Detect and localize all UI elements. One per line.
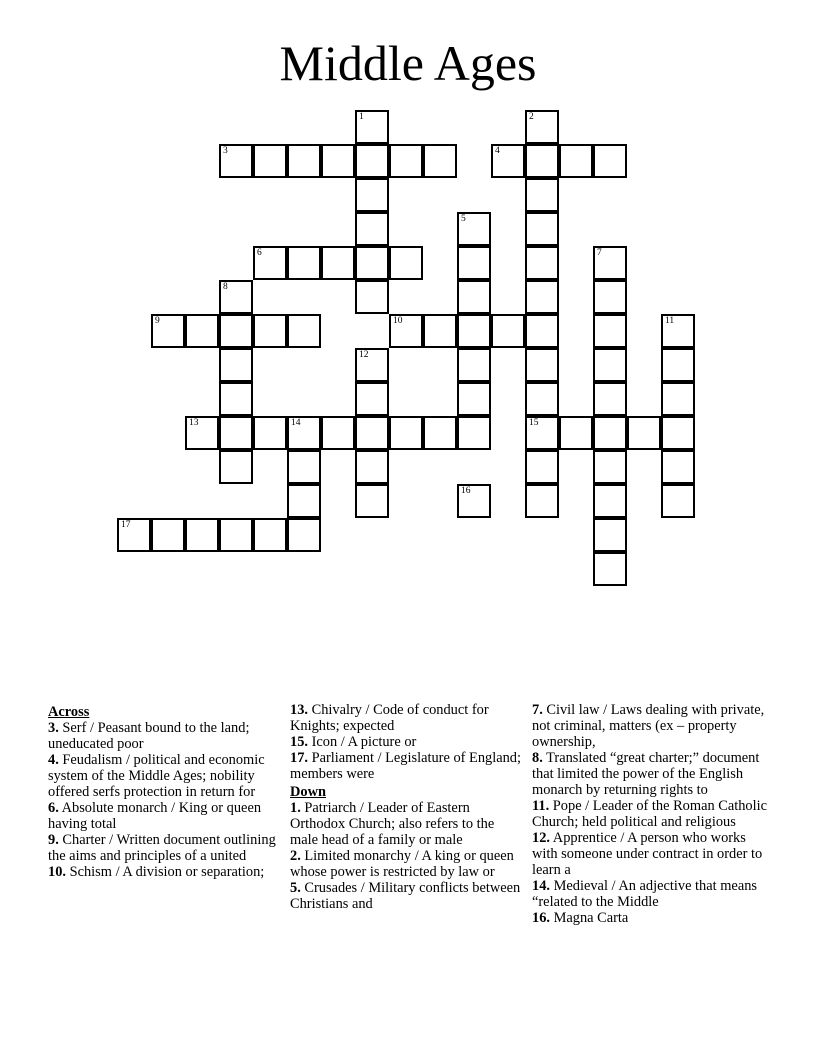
down-clues-list-cont bbox=[532, 702, 768, 926]
grid-cell[interactable] bbox=[661, 416, 695, 450]
clue-item-number: 5. bbox=[290, 880, 301, 896]
grid-cell[interactable] bbox=[355, 110, 389, 144]
grid-cell[interactable] bbox=[355, 178, 389, 212]
across-heading: Across bbox=[48, 704, 90, 720]
grid-cell[interactable] bbox=[185, 416, 219, 450]
grid-cell[interactable] bbox=[253, 314, 287, 348]
clue-number: 13 bbox=[189, 418, 199, 428]
clue-item-text: Crusades / Military conflicts between Christians and bbox=[290, 880, 521, 912]
grid-cell[interactable] bbox=[253, 518, 287, 552]
clue-number: 15 bbox=[529, 418, 539, 428]
clue-item-text: Serf / Peasant bound to the land; uneducated poor bbox=[48, 720, 250, 752]
clue-item-number: 7. bbox=[532, 702, 543, 718]
grid-cell[interactable] bbox=[219, 348, 253, 382]
clue-item-text: Chivalry / Code of conduct for Knights; expected bbox=[290, 702, 489, 734]
clue-item-text: Icon / A picture or bbox=[308, 734, 417, 750]
grid-cell[interactable] bbox=[355, 144, 389, 178]
grid-cell[interactable] bbox=[287, 450, 321, 484]
grid-cell[interactable] bbox=[593, 552, 627, 586]
grid-cell[interactable] bbox=[593, 144, 627, 178]
clue-number: 11 bbox=[665, 316, 675, 326]
clue-item bbox=[48, 720, 280, 752]
grid-cell[interactable] bbox=[151, 518, 185, 552]
grid-cell[interactable] bbox=[185, 314, 219, 348]
clue-item bbox=[532, 702, 768, 750]
grid-cell[interactable] bbox=[355, 484, 389, 518]
clue-item bbox=[532, 910, 768, 926]
grid-cell[interactable] bbox=[321, 246, 355, 280]
clue-item-text: Apprentice / A person who works with someone under contract in order to learn a bbox=[532, 830, 763, 878]
grid-cell[interactable] bbox=[355, 450, 389, 484]
grid-cell[interactable] bbox=[457, 416, 491, 450]
across-clues-list bbox=[48, 720, 280, 880]
grid-cell[interactable] bbox=[525, 416, 559, 450]
grid-cell[interactable] bbox=[525, 110, 559, 144]
clue-item bbox=[48, 832, 280, 864]
grid-cell[interactable] bbox=[287, 246, 321, 280]
grid-cell[interactable] bbox=[185, 518, 219, 552]
grid-cell[interactable] bbox=[355, 382, 389, 416]
grid-cell[interactable] bbox=[253, 416, 287, 450]
across-clues-list-cont bbox=[290, 702, 522, 782]
grid-cell[interactable] bbox=[593, 348, 627, 382]
grid-cell[interactable] bbox=[593, 314, 627, 348]
grid-cell[interactable] bbox=[525, 314, 559, 348]
clue-item-number: 11. bbox=[532, 798, 550, 814]
grid-cell[interactable] bbox=[219, 280, 253, 314]
grid-cell[interactable] bbox=[457, 212, 491, 246]
clue-number: 10 bbox=[393, 316, 403, 326]
grid-cell[interactable] bbox=[525, 280, 559, 314]
grid-cell[interactable] bbox=[219, 314, 253, 348]
grid-cell[interactable] bbox=[219, 416, 253, 450]
clues-column-3 bbox=[532, 702, 768, 926]
grid-cell[interactable] bbox=[525, 246, 559, 280]
clue-item-text: Parliament / Legislature of England; members were bbox=[290, 750, 521, 782]
grid-cell[interactable] bbox=[491, 144, 525, 178]
clue-item bbox=[290, 848, 522, 880]
clue-item bbox=[48, 800, 280, 832]
grid-cell[interactable] bbox=[355, 246, 389, 280]
grid-cell[interactable] bbox=[423, 416, 457, 450]
grid-cell[interactable] bbox=[219, 144, 253, 178]
clue-number: 12 bbox=[359, 350, 369, 360]
clue-item bbox=[48, 864, 280, 880]
grid-cell[interactable] bbox=[593, 280, 627, 314]
grid-cell[interactable] bbox=[287, 484, 321, 518]
grid-cell[interactable] bbox=[287, 518, 321, 552]
clue-item-text: Pope / Leader of the Roman Catholic Church; held political and religious bbox=[532, 798, 768, 830]
grid-cell[interactable] bbox=[389, 314, 423, 348]
grid-cell[interactable] bbox=[151, 314, 185, 348]
grid-cell[interactable] bbox=[627, 416, 661, 450]
clue-item-number: 2. bbox=[290, 848, 301, 864]
grid-cell[interactable] bbox=[593, 518, 627, 552]
clue-item bbox=[532, 750, 768, 798]
grid-cell[interactable] bbox=[525, 144, 559, 178]
grid-cell[interactable] bbox=[559, 416, 593, 450]
clue-item-number: 12. bbox=[532, 830, 550, 846]
grid-cell[interactable] bbox=[661, 382, 695, 416]
clue-item-number: 16. bbox=[532, 910, 550, 926]
grid-cell[interactable] bbox=[661, 348, 695, 382]
grid-cell[interactable] bbox=[525, 178, 559, 212]
clue-item-number: 10. bbox=[48, 864, 66, 880]
grid-cell[interactable] bbox=[559, 144, 593, 178]
clue-item-number: 15. bbox=[290, 734, 308, 750]
grid-cell[interactable] bbox=[219, 518, 253, 552]
grid-cell[interactable] bbox=[219, 382, 253, 416]
clue-item-text: Limited monarchy / A king or queen whose power is restricted by law or bbox=[290, 848, 514, 880]
clue-item-text: Absolute monarch / King or queen having total bbox=[48, 800, 262, 832]
clue-item bbox=[48, 752, 280, 800]
clue-number: 9 bbox=[155, 316, 160, 326]
grid-cell[interactable] bbox=[525, 348, 559, 382]
clue-number: 3 bbox=[223, 146, 228, 156]
clue-item bbox=[290, 880, 522, 912]
grid-cell[interactable] bbox=[287, 314, 321, 348]
grid-cell[interactable] bbox=[593, 484, 627, 518]
clue-number: 14 bbox=[291, 418, 301, 428]
grid-cell[interactable] bbox=[593, 246, 627, 280]
clue-item-number: 8. bbox=[532, 750, 543, 766]
grid-cell[interactable] bbox=[593, 450, 627, 484]
clue-number: 4 bbox=[495, 146, 500, 156]
clue-item-text: Charter / Written document outlining the aims and principles of a united bbox=[48, 832, 276, 864]
clue-item-text: Schism / A division or separation; bbox=[66, 864, 265, 880]
clue-item-text: Civil law / Laws dealing with private, not criminal, matters (ex – property ownership, bbox=[532, 702, 765, 750]
clue-item bbox=[532, 798, 768, 830]
grid-cell[interactable] bbox=[219, 450, 253, 484]
grid-cell[interactable] bbox=[525, 450, 559, 484]
grid-cell[interactable] bbox=[355, 416, 389, 450]
clue-item bbox=[290, 702, 522, 734]
grid-cell[interactable] bbox=[355, 348, 389, 382]
clue-number: 5 bbox=[461, 214, 466, 224]
clue-item bbox=[290, 800, 522, 848]
clue-item-number: 1. bbox=[290, 800, 301, 816]
clue-item-number: 6. bbox=[48, 800, 59, 816]
grid-cell[interactable] bbox=[389, 144, 423, 178]
clues-column-2 bbox=[290, 702, 522, 912]
grid-cell[interactable] bbox=[457, 382, 491, 416]
clue-item-number: 13. bbox=[290, 702, 308, 718]
grid-cell[interactable] bbox=[355, 212, 389, 246]
clue-number: 7 bbox=[597, 248, 602, 258]
grid-cell[interactable] bbox=[355, 280, 389, 314]
grid-cell[interactable] bbox=[525, 212, 559, 246]
clue-number: 6 bbox=[257, 248, 262, 258]
clue-number: 16 bbox=[461, 486, 471, 496]
clue-item-number: 3. bbox=[48, 720, 59, 736]
grid-cell[interactable] bbox=[457, 280, 491, 314]
grid-cell[interactable] bbox=[491, 314, 525, 348]
clue-item-text: Translated “great charter;” document that limited the power of the English monarch by returning rights to bbox=[532, 750, 760, 798]
clue-item bbox=[290, 750, 522, 782]
clues-column-1 bbox=[48, 702, 280, 880]
grid-cell[interactable] bbox=[389, 246, 423, 280]
grid-cell[interactable] bbox=[117, 518, 151, 552]
grid-cell[interactable] bbox=[423, 144, 457, 178]
grid-cell[interactable] bbox=[457, 348, 491, 382]
grid-cell[interactable] bbox=[321, 416, 355, 450]
grid-cell[interactable] bbox=[253, 144, 287, 178]
clue-item-text: Patriarch / Leader of Eastern Orthodox Church; also refers to the male head of a family or male bbox=[290, 800, 495, 848]
grid-cell[interactable] bbox=[321, 144, 355, 178]
clue-item-number: 14. bbox=[532, 878, 550, 894]
grid-cell[interactable] bbox=[593, 416, 627, 450]
grid-cell[interactable] bbox=[661, 484, 695, 518]
grid-cell[interactable] bbox=[661, 450, 695, 484]
grid-cell[interactable] bbox=[593, 382, 627, 416]
grid-cell[interactable] bbox=[457, 314, 491, 348]
grid-cell[interactable] bbox=[457, 246, 491, 280]
clue-item-text: Magna Carta bbox=[550, 910, 629, 926]
grid-cell[interactable] bbox=[525, 484, 559, 518]
grid-cell[interactable] bbox=[287, 144, 321, 178]
grid-cell[interactable] bbox=[389, 416, 423, 450]
clue-item-number: 17. bbox=[290, 750, 308, 766]
clue-item-number: 4. bbox=[48, 752, 59, 768]
down-heading: Down bbox=[290, 784, 326, 800]
clue-item-text: Medieval / An adjective that means “related to the Middle bbox=[532, 878, 757, 910]
page-title: Middle Ages bbox=[279, 35, 537, 91]
clue-number: 1 bbox=[359, 112, 364, 122]
clue-item bbox=[290, 734, 522, 750]
clue-item-number: 9. bbox=[48, 832, 59, 848]
clue-item bbox=[532, 830, 768, 878]
down-clues-list bbox=[290, 800, 522, 912]
grid-cell[interactable] bbox=[525, 382, 559, 416]
grid-cell[interactable] bbox=[287, 416, 321, 450]
clue-item bbox=[532, 878, 768, 910]
clue-item-text: Feudalism / political and economic system of the Middle Ages; nobility offered serfs protection in return for bbox=[48, 752, 265, 800]
grid-cell[interactable] bbox=[457, 484, 491, 518]
clue-number: 2 bbox=[529, 112, 534, 122]
grid-cell[interactable] bbox=[253, 246, 287, 280]
grid-cell[interactable] bbox=[423, 314, 457, 348]
clue-number: 8 bbox=[223, 282, 228, 292]
grid-cell[interactable] bbox=[661, 314, 695, 348]
clue-number: 17 bbox=[121, 520, 131, 530]
